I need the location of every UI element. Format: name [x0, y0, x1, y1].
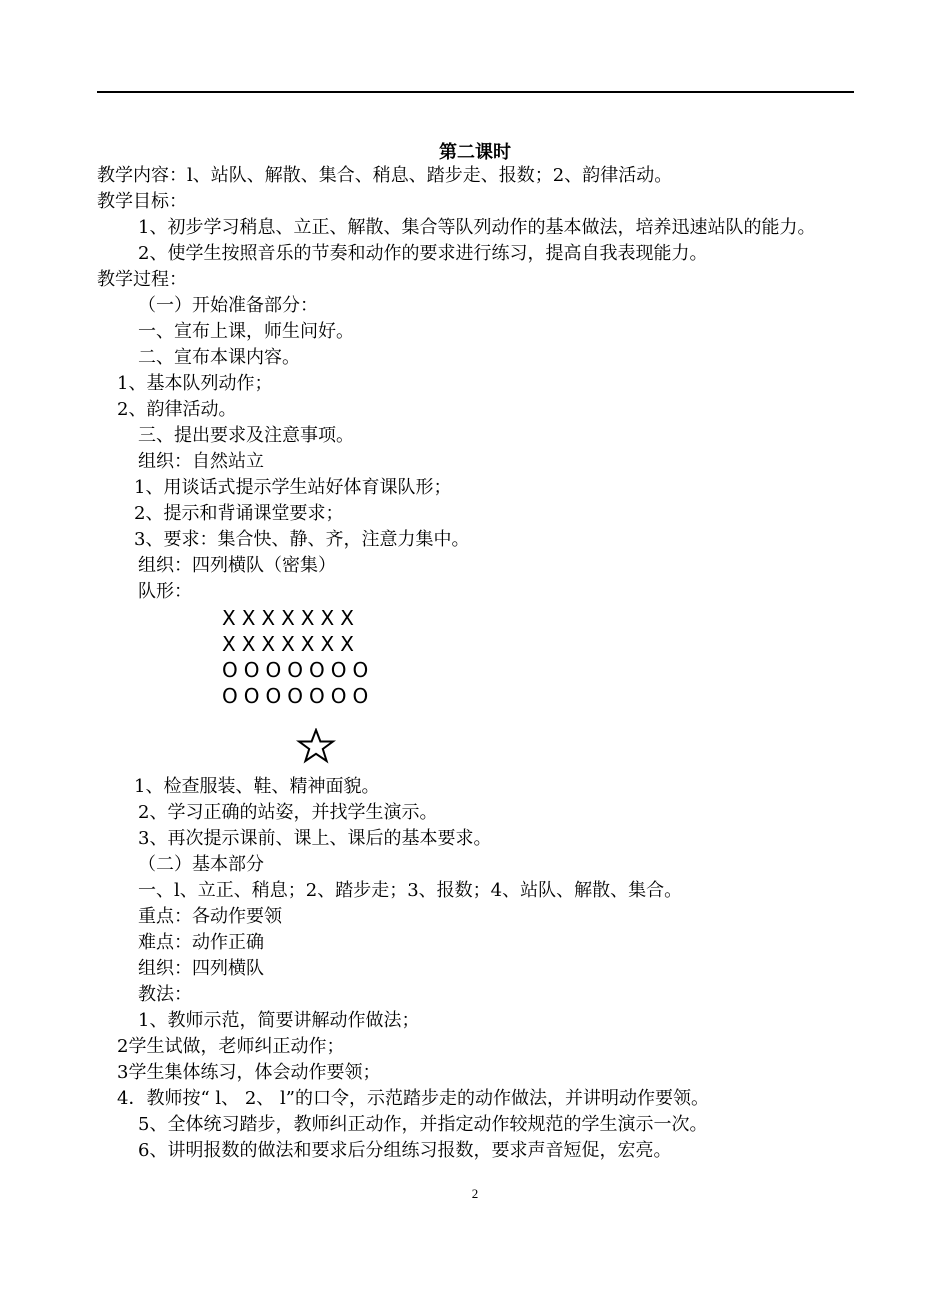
organization-four-rows: 组织：四列横队（密集） [138, 555, 336, 576]
key-point: 重点：各动作要领 [138, 906, 282, 927]
teaching-goals-heading: 教学目标： [97, 191, 187, 212]
step-announce-class: 一、宣布上课，师生问好。 [138, 321, 354, 342]
method-3: 3学生集体练习，体会动作要领； [117, 1062, 381, 1083]
organization-natural: 组织：自然站立 [138, 451, 264, 472]
formation-row-1: XXXXXXX [222, 606, 360, 630]
requirement-3: 3、要求：集合快、静、齐，注意力集中。 [134, 529, 470, 550]
step-requirements: 三、提出要求及注意事项。 [138, 425, 354, 446]
method-2: 2学生试做，老师纠正动作； [117, 1036, 345, 1057]
section-start-prep: （一）开始准备部分： [138, 295, 318, 316]
section-basic: （二）基本部分 [138, 854, 264, 875]
requirement-1: 1、用谈话式提示学生站好体育课队形； [134, 477, 452, 498]
method-1: 1、教师示范，简要讲解动作做法； [138, 1010, 420, 1031]
formation-row-4: OOOOOOO [222, 684, 375, 708]
method-5: 5、全体统习踏步，教师纠正动作，并指定动作较规范的学生演示一次。 [138, 1114, 708, 1135]
teaching-process-heading: 教学过程： [97, 269, 187, 290]
formation-row-3: OOOOOOO [222, 658, 375, 682]
lesson-title: 第二课时 [439, 142, 511, 163]
page-number: 2 [471, 1186, 479, 1201]
header-rule [97, 91, 854, 93]
goal-1: 1、初步学习稍息、立正、解散、集合等队列动作的基本做法，培养迅速站队的能力。 [138, 217, 816, 238]
content-item-2: 2、韵律活动。 [117, 399, 237, 420]
basic-content: 一、l、立正、稍息；2、踏步走；3、报数；4、站队、解散、集合。 [138, 880, 683, 901]
step-announce-content: 二、宣布本课内容。 [138, 347, 300, 368]
content-item-1: 1、基本队列动作； [117, 373, 273, 394]
formation-row-2: XXXXXXX [222, 632, 360, 656]
difficulty: 难点：动作正确 [138, 932, 264, 953]
check-item-3: 3、再次提示课前、课上、课后的基本要求。 [138, 828, 492, 849]
teaching-method-heading: 教法： [138, 984, 192, 1005]
method-4: 4．教师按“ l、 2、 l”的口令，示范踏步走的动作做法，并讲明动作要领。 [117, 1088, 709, 1109]
method-6: 6、讲明报数的做法和要求后分组练习报数，要求声音短促，宏亮。 [138, 1140, 672, 1161]
check-item-1: 1、检查服装、鞋、精神面貌。 [134, 776, 380, 797]
teaching-content: 教学内容：l、站队、解散、集合、稍息、踏步走、报数；2、韵律活动。 [97, 165, 673, 186]
organization-basic: 组织：四列横队 [138, 958, 264, 979]
check-item-2: 2、学习正确的站姿，并找学生演示。 [138, 802, 438, 823]
goal-2: 2、使学生按照音乐的节奏和动作的要求进行练习，提高自我表现能力。 [138, 243, 708, 264]
requirement-2: 2、提示和背诵课堂要求； [134, 503, 344, 524]
teacher-star-icon [296, 728, 336, 764]
formation-label: 队形： [138, 581, 192, 602]
